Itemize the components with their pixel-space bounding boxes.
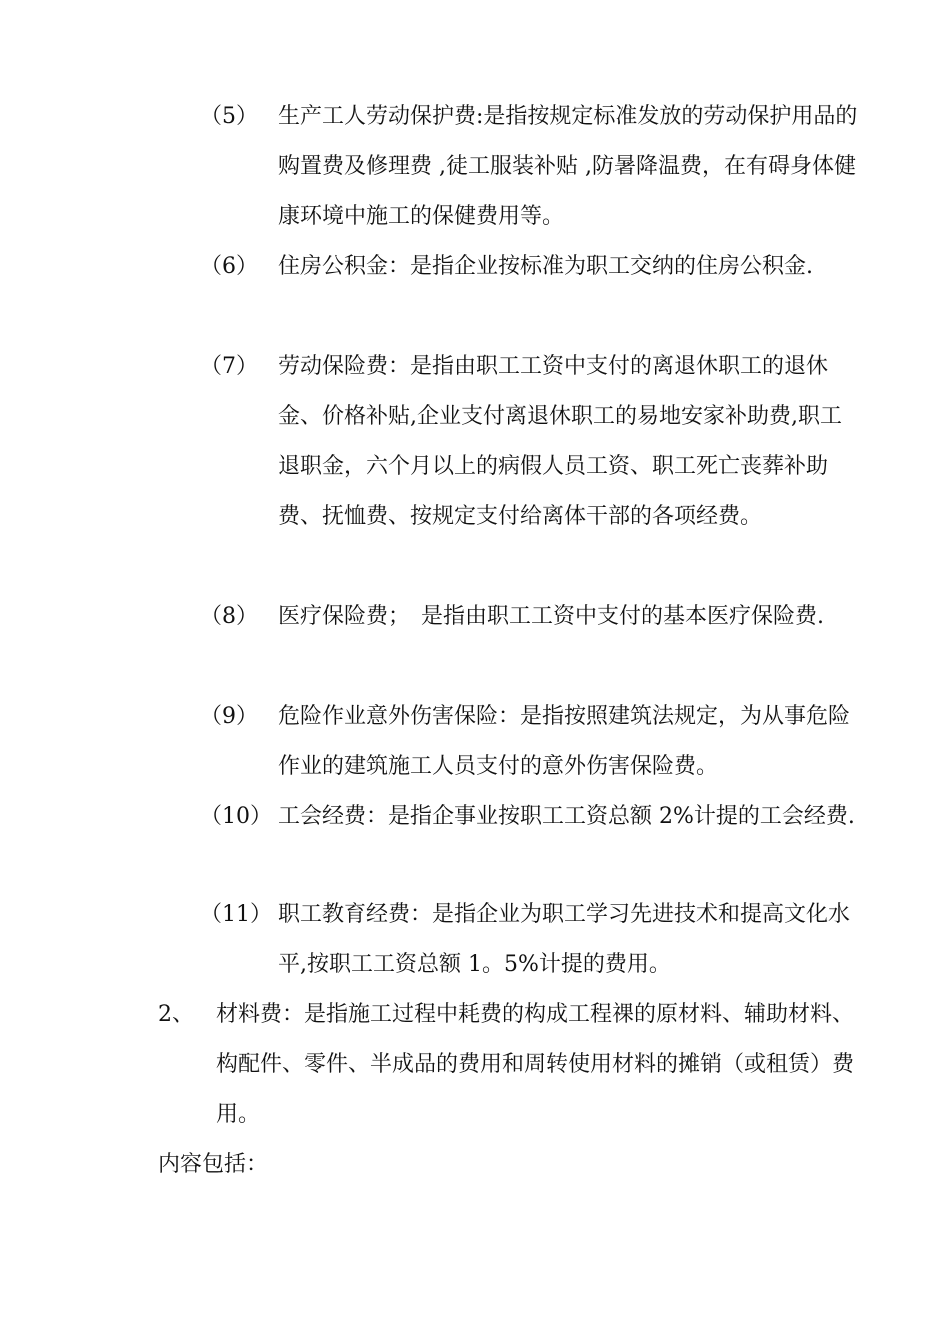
item-text: 职工教育经费：是指企业为职工学习先进技术和提高文化水平,按职工工资总额 1。5%计提的费用。 xyxy=(278,902,851,977)
item-number: （6） xyxy=(200,254,258,279)
item-text: 材料费：是指施工过程中耗费的构成工程祼的原材料、辅助材料、构配件、零件、半成品的费用和周转使用材料的摊销（或租赁）费用。 xyxy=(216,1002,855,1127)
item-text: 劳动保险费：是指由职工工资中支付的离退休职工的退休金、价格补贴,企业支付离退休职工的易地安家补助费,职工退职金，六个月以上的病假人员工资、职工死亡丧葬补助费、抚恤费、按规定支付给离体干部的各项经费。 xyxy=(278,354,842,529)
item-number: （9） xyxy=(200,704,258,729)
item-text: 医疗保险费； 是指由职工工资中支付的基本医疗保险费. xyxy=(278,604,824,629)
item-number: （11） xyxy=(200,902,272,927)
item-number: （5） xyxy=(200,104,258,129)
item-text: 危险作业意外伤害保险：是指按照建筑法规定，为从事危险作业的建筑施工人员支付的意外伤害保险费。 xyxy=(278,704,851,779)
item-text: 住房公积金：是指企业按标准为职工交纳的住房公积金. xyxy=(278,254,813,279)
item-text: 工会经费：是指企事业按职工工资总额 2%计提的工会经费. xyxy=(278,804,855,829)
item-text: 生产工人劳动保护费:是指按规定标准发放的劳动保护用品的购置费及修理费 ,徒工服装补贴 ,防暑降温费，在有碍身体健康环境中施工的保健费用等。 xyxy=(278,104,858,229)
item-number: （10） xyxy=(200,804,272,829)
content-includes-heading: 内容包括： xyxy=(158,1152,269,1177)
item-number: 2、 xyxy=(158,1002,194,1027)
item-number: （8） xyxy=(200,604,258,629)
item-number: （7） xyxy=(200,354,258,379)
